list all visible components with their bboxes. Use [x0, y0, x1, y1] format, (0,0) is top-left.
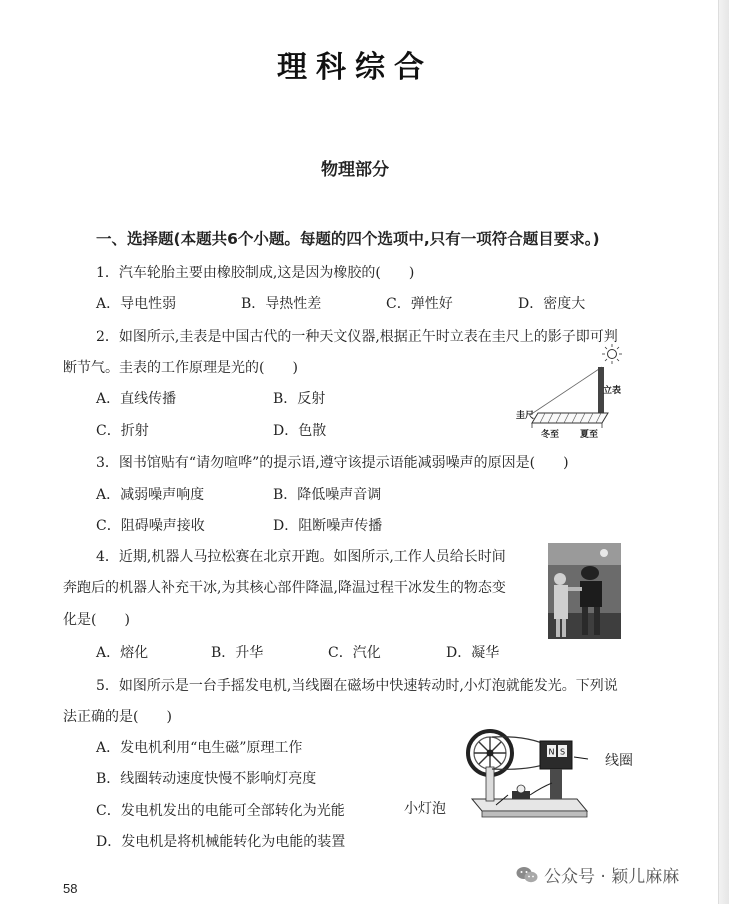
question-1-stem: 1．汽车轮胎主要由橡胶制成,这是因为橡胶的( ) — [96, 265, 415, 281]
question-1-option-d: D．密度大 — [518, 296, 586, 312]
question-5-stem-line2: 法正确的是( ) — [63, 709, 172, 725]
watermark-text: 公众号 · 颖儿麻麻 — [544, 867, 680, 887]
question-5-stem-line1: 5．如图所示是一台手摇发电机,当线圈在磁场中快速转动时,小灯泡就能发光。下列说 — [96, 678, 618, 694]
bulb-icon — [517, 785, 525, 793]
question-5-option-d: D．发电机是将机械能转化为电能的装置 — [96, 834, 346, 850]
question-1-option-c: C．弹性好 — [386, 296, 453, 312]
sun-icon — [602, 344, 622, 364]
question-4-stem-line2: 奔跑后的机器人补充干冰,为其核心部件降温,降温过程干冰发生的物态变 — [63, 580, 506, 596]
question-2-option-a: A．直线传播 — [96, 391, 177, 407]
question-3-option-a: A．减弱噪声响度 — [96, 487, 205, 503]
question-5-option-c: C．发电机发出的电能可全部转化为光能 — [96, 803, 345, 819]
summer-solstice-label: 夏至 — [580, 430, 599, 440]
bulb-label: 小灯泡 — [404, 801, 446, 817]
wechat-icon — [516, 866, 538, 889]
coil-label: 线圈 — [605, 753, 633, 769]
question-3-option-c: C．阻碍噪声接收 — [96, 518, 205, 534]
page-title: 理科综合 — [277, 50, 433, 85]
page-edge — [718, 0, 729, 904]
question-4-stem-line3: 化是( ) — [63, 612, 130, 628]
question-2-stem-line2: 断节气。圭表的工作原理是光的( ) — [63, 360, 298, 376]
question-2-option-d: D．色散 — [273, 423, 327, 439]
question-3-option-b: B．降低噪声音调 — [273, 487, 382, 503]
section-subtitle: 物理部分 — [321, 160, 389, 180]
question-2-stem-line1: 2．如图所示,圭表是中国古代的一种天文仪器,根据正午时立表在圭尺上的影子即可判 — [96, 329, 618, 345]
gnomon-ruler-label: 圭尺 — [516, 411, 535, 421]
winter-solstice-label: 冬至 — [541, 430, 560, 440]
magnet-n-label: N — [548, 747, 555, 757]
question-5-option-b: B．线圈转动速度快慢不影响灯亮度 — [96, 771, 317, 787]
question-1-option-a: A．导电性弱 — [96, 296, 177, 312]
question-2-option-b: B．反射 — [273, 391, 326, 407]
gnomon-pole-label: 立表 — [603, 386, 622, 396]
robot-photo — [548, 543, 621, 639]
question-3-option-d: D．阻断噪声传播 — [273, 518, 383, 534]
question-4-stem-line1: 4．近期,机器人马拉松赛在北京开跑。如图所示,工作人员给长时间 — [96, 549, 506, 565]
question-4-option-b: B．升华 — [211, 645, 264, 661]
coil-stand — [550, 769, 562, 799]
page-number: 58 — [63, 881, 78, 896]
question-3-stem: 3．图书馆贴有“请勿喧哗”的提示语,遵守该提示语能减弱噪声的原因是( ) — [96, 455, 569, 471]
generator-figure — [462, 727, 592, 827]
section-heading: 一、选择题(本题共6个小题。每题的四个选项中,只有一项符合题目要求。) — [96, 230, 600, 248]
watermark — [516, 862, 679, 889]
question-4-option-d: D．凝华 — [446, 645, 500, 661]
question-1-option-b: B．导热性差 — [241, 296, 322, 312]
question-4-option-a: A．熔化 — [96, 645, 149, 661]
question-2-option-c: C．折射 — [96, 423, 149, 439]
question-5-option-a: A．发电机利用“电生磁”原理工作 — [96, 740, 303, 756]
magnet-s-label: S — [560, 747, 566, 757]
question-4-option-c: C．汽化 — [328, 645, 381, 661]
